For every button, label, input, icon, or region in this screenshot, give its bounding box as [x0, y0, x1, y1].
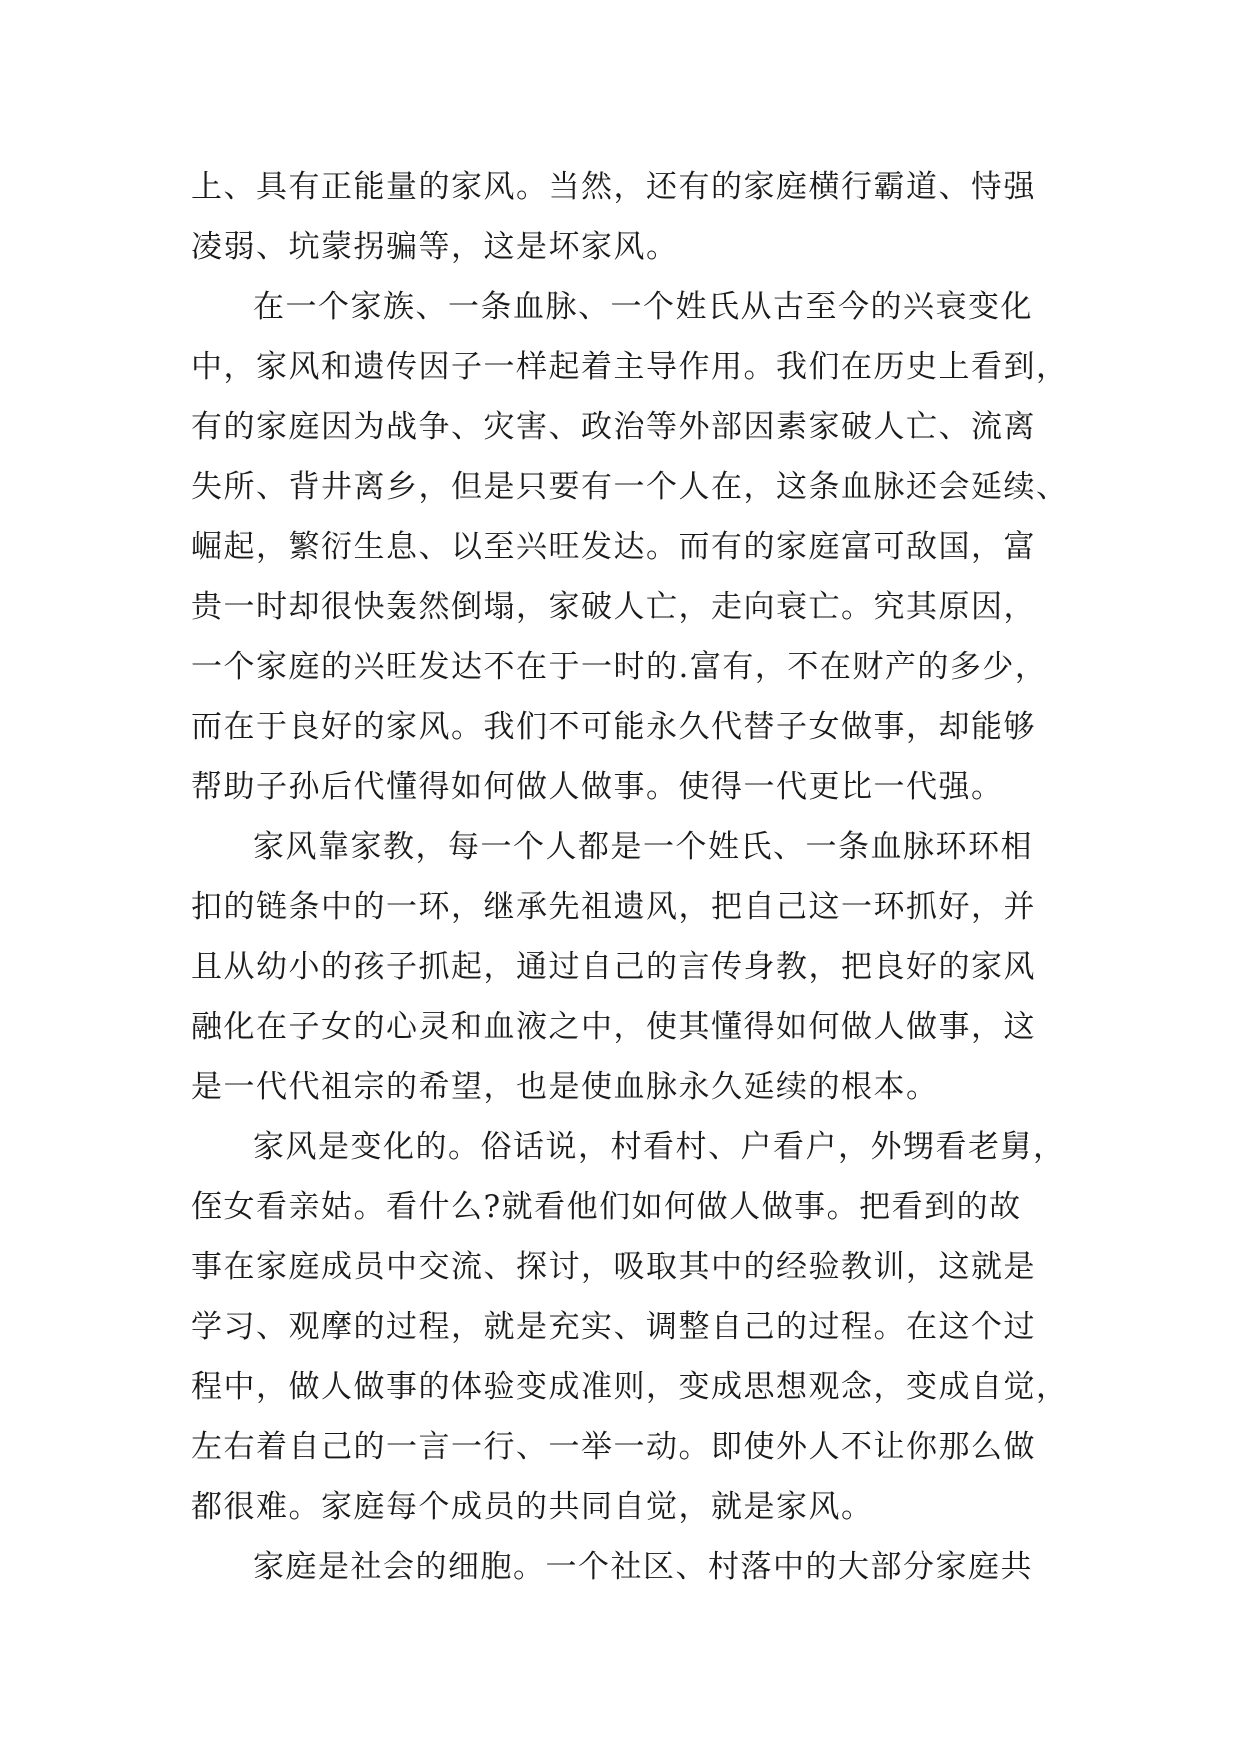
text-line: 帮助子孙后代懂得如何做人做事。使得一代更比一代强。: [191, 769, 1004, 805]
text-line: 而在于良好的家风。我们不可能永久代替子女做事，却能够: [191, 709, 1036, 745]
text-line: 扣的链条中的一环，继承先祖遗风，把自己这一环抓好，并: [191, 889, 1036, 925]
text-line: 且从幼小的孩子抓起，通过自己的言传身教，把良好的家风: [191, 949, 1036, 985]
paragraph-first-line: 在一个家族、一条血脉、一个姓氏从古至今的兴衰变化: [253, 289, 1033, 325]
text-line: 都很难。家庭每个成员的共同自觉，就是家风。: [191, 1489, 874, 1525]
text-line: 是一代代祖宗的希望，也是使血脉永久延续的根本。: [191, 1069, 939, 1105]
text-line: 失所、背井离乡，但是只要有一个人在，这条血脉还会延续、: [191, 469, 1069, 505]
text-line: 中，家风和遗传因子一样起着主导作用。我们在历史上看到，: [191, 349, 1069, 385]
text-line: 学习、观摩的过程，就是充实、调整自己的过程。在这个过: [191, 1309, 1036, 1345]
paragraph-first-line: 家风靠家教，每一个人都是一个姓氏、一条血脉环环相: [253, 829, 1033, 865]
text-line: 上、具有正能量的家风。当然，还有的家庭横行霸道、恃强: [191, 169, 1036, 205]
text-line: 事在家庭成员中交流、探讨，吸取其中的经验教训，这就是: [191, 1249, 1036, 1285]
text-line: 凌弱、坑蒙拐骗等，这是坏家风。: [191, 229, 679, 265]
paragraph-first-line: 家风是变化的。俗话说，村看村、户看户，外甥看老舅，: [253, 1129, 1066, 1165]
text-line: 侄女看亲姑。看什么?就看他们如何做人做事。把看到的故: [191, 1189, 1022, 1225]
body-text: [191, 157, 1071, 1597]
text-line: 左右着自己的一言一行、一举一动。即使外人不让你那么做: [191, 1429, 1036, 1465]
text-line: 贵一时却很快轰然倒塌，家破人亡，走向衰亡。究其原因，: [191, 589, 1036, 625]
text-line: 有的家庭因为战争、灾害、政治等外部因素家破人亡、流离: [191, 409, 1036, 445]
paragraph-first-line: 家庭是社会的细胞。一个社区、村落中的大部分家庭共: [253, 1549, 1033, 1585]
text-line: 程中，做人做事的体验变成准则，变成思想观念，变成自觉，: [191, 1369, 1069, 1405]
text-line: 融化在子女的心灵和血液之中，使其懂得如何做人做事，这: [191, 1009, 1036, 1045]
text-line: 一个家庭的兴旺发达不在于一时的.富有，不在财产的多少，: [191, 649, 1048, 685]
text-line: 崛起，繁衍生息、以至兴旺发达。而有的家庭富可敌国，富: [191, 529, 1036, 565]
